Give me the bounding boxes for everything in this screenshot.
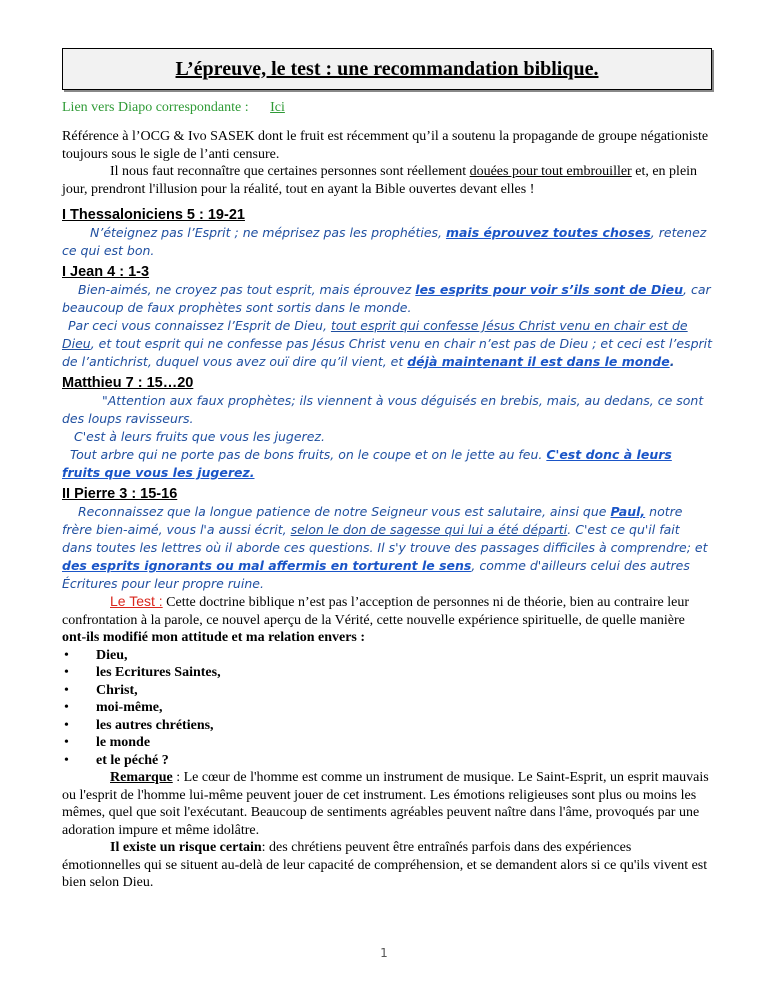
remarque-paragraph: Remarque : Le cœur de l'homme est comme un instrument de musique. Le Saint-Esprit, un esprit mauvais ou l'esprit de l'homme lui-même peuvent jouer de cet instrument. Les émotions religieuses sont plus ou moins les mêmes, quel que soit l'exécutant. Beaucoup de sentiments agréables peuvent naître dans l'âme, provoqués par une adoration impure et même idolâtre. bbox=[62, 770, 709, 838]
verse-jean-1: Bien-aimés, ne croyez pas tout esprit, mais éprouvez les esprits pour voir s’ils sont de Dieu, car beaucoup de faux prophètes sont sortis dans le monde. bbox=[62, 282, 711, 315]
relation-list bbox=[62, 647, 712, 770]
page-title: L’épreuve, le test : une recommandation biblique. bbox=[175, 58, 599, 80]
intro-paragraph-2: Il nous faut reconnaître que certaines personnes sont réellement douées pour tout embrouiller et, en plein jour, prendront l'illusion pour la réalité, tout en ayant la Bible ouvertes devant elles ! bbox=[62, 164, 698, 197]
section-heading-pierre: II Pierre 3 : 15-16 bbox=[62, 486, 178, 502]
verse-highlight: C'est donc à leurs fruits que vous les jugerez. bbox=[62, 447, 672, 480]
verse-matthieu-3: Tout arbre qui ne porte pas de bons fruits, on le coupe et on le jette au feu. C'est donc à leurs fruits que vous les jugerez. bbox=[62, 447, 672, 480]
verse-highlight: des esprits ignorants ou mal affermis en torturent le sens bbox=[62, 558, 472, 573]
test-label: Le Test : bbox=[110, 593, 163, 609]
section-heading-jean: I Jean 4 : 1-3 bbox=[62, 264, 150, 280]
list-item: • Dieu, bbox=[96, 647, 712, 665]
list-item: • les Ecritures Saintes, bbox=[96, 664, 712, 682]
risque-bold: Il existe un risque certain bbox=[110, 840, 262, 855]
intro-underlined: douées pour tout embrouiller bbox=[469, 164, 632, 179]
list-item: • moi-même, bbox=[96, 699, 712, 717]
intro-paragraph-1: Référence à l’OCG & Ivo SASEK dont le fruit est récemment qu’il a soutenu la propagande de groupe négationiste toujours sous le sigle de l’anti censure. bbox=[62, 129, 709, 162]
verse-highlight: Paul, bbox=[610, 504, 646, 519]
verse-jean-2: Par ceci vous connaissez l’Esprit de Dieu, tout esprit qui confesse Jésus Christ venu en chair est de Dieu, et tout esprit qui ne confesse pas Jésus Christ venu en chair n’est pas de Dieu ; et ceci est l’esprit de l’antichrist, duquel vous avez ouï dire qu’il vient, et déjà maintenant il est dans le monde. bbox=[62, 318, 713, 369]
verse-underline: selon le don de sagesse qui lui a été départi bbox=[290, 522, 568, 537]
verse-highlight: déjà maintenant il est dans le monde bbox=[407, 354, 670, 369]
diapo-link-label: Lien vers Diapo correspondante : bbox=[62, 100, 249, 115]
section-heading-matthieu: Matthieu 7 : 15…20 bbox=[62, 375, 194, 391]
remarque-label: Remarque bbox=[110, 770, 173, 785]
title-box bbox=[62, 48, 712, 90]
verse-matthieu-1: "Attention aux faux prophètes; ils viennent à vous déguisés en brebis, mais, au dedans, ce sont des loups ravisseurs. bbox=[62, 393, 704, 426]
list-item: • les autres chrétiens, bbox=[96, 717, 712, 735]
list-item: • et le péché ? bbox=[96, 752, 712, 770]
verse-pierre: Reconnaissez que la longue patience de notre Seigneur vous est salutaire, ainsi que Paul, notre frère bien-aimé, vous l'a aussi écrit, selon le don de sagesse qui lui a été départi. C'est ce qu'il fait dans toutes les lettres où il aborde ces questions. Il s'y trouve des passages difficiles à comprendre; et des esprits ignorants ou mal affermis en torturent le sens, comme d'ailleurs celui des autres Écritures pour leur propre ruine. bbox=[62, 504, 708, 591]
diapo-link[interactable]: Ici bbox=[270, 100, 285, 115]
test-paragraph: Le Test : Cette doctrine biblique n’est pas l’acception de personnes ni de théorie, bien au contraire leur confrontation à la parole, ce nouvel aperçu de la Vérité, cette nouvelle expérience spirituelle, de quelle manière ont-ils modifié mon attitude et ma relation envers : bbox=[62, 593, 690, 645]
document-page bbox=[62, 48, 712, 892]
verse-highlight: mais éprouvez toutes choses bbox=[445, 225, 651, 240]
verse-thessaloniciens: N’éteignez pas l’Esprit ; ne méprisez pas les prophéties, mais éprouvez toutes choses, retenez ce qui est bon. bbox=[62, 225, 707, 258]
diapo-link-line bbox=[62, 100, 712, 116]
verse-underline: tout esprit qui confesse Jésus Christ venu en chair est de Dieu bbox=[62, 318, 688, 351]
risque-paragraph: Il existe un risque certain: des chrétiens peuvent être entraînés parfois dans des expériences émotionnelles qui se situent au-delà de leur capacité de compréhension, et se demandent alors si ce qu'ils vivent est bien selon Dieu. bbox=[62, 840, 708, 890]
verse-highlight: les esprits pour voir s’ils sont de Dieu bbox=[415, 282, 684, 297]
section-heading-thessaloniciens: I Thessaloniciens 5 : 19-21 bbox=[62, 207, 245, 223]
page-number: 1 bbox=[380, 946, 388, 960]
verse-matthieu-2: C'est à leurs fruits que vous les jugerez. bbox=[74, 429, 325, 444]
list-item: • Christ, bbox=[96, 682, 712, 700]
list-item: • le monde bbox=[96, 734, 712, 752]
